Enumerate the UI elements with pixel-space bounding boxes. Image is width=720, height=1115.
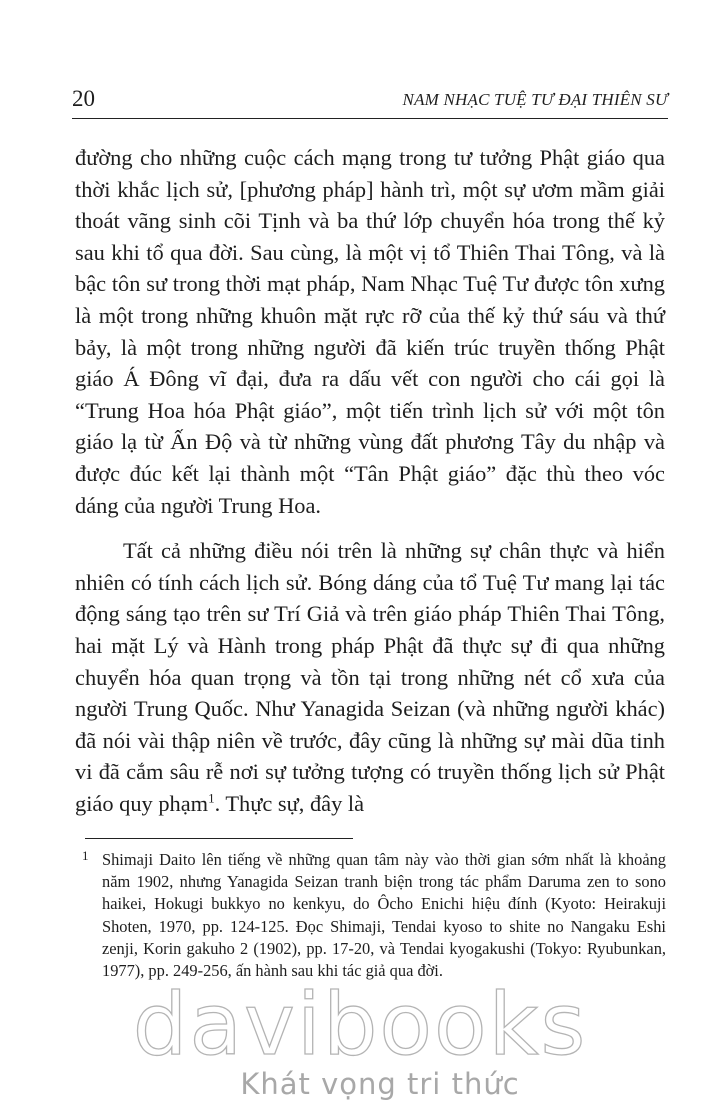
- footnote-rule: [85, 838, 353, 839]
- footnote: [82, 849, 666, 982]
- paragraph: [75, 535, 665, 819]
- paragraph-text: Tất cả những điều nói trên là những sự chân thực và hiển nhiên có tính cách lịch sử. Bóng dáng của tổ Tuệ Tư mang lại tác động sáng tạo trên sư Trí Giả và trên giáo pháp Thiên Thai Tông, hai mặt Lý và Hành trong pháp Phật đã thực sự đi qua những chuyển hóa quan trọng và tồn tại trong những nét cổ xưa của người Trung Quốc. Như Yanagida Seizan (và những người khác) đã nói vài thập niên về trước, đây cũng là những sự mài dũa tinh vi đã cắm sâu rễ nơi sự tưởng tượng có truyền thống lịch sử Phật giáo quy phạm: [75, 538, 665, 816]
- watermark-logo: davibooks: [132, 975, 588, 1075]
- running-title: NAM NHẠC TUỆ TƯ ĐẠI THIÊN SƯ: [402, 90, 668, 109]
- footnote-mark: 1: [82, 848, 89, 863]
- footnote-text: Shimaji Daito lên tiếng về những quan tâm này vào thời gian sớm nhất là khoảng năm 1902, nhưng Yanagida Seizan tranh biện trong tác phẩm Daruma zen to sono haikei, Hokugi bukkyo no kenkyu, do Ôcho Enichi hiệu đính (Kyoto: Heirakuji Shoten, 1970, pp. 124-125. Đọc Shimaji, Tendai kyoso to shite no Nangaku Eshi zenji, Korin gakuho 2 (1902), pp. 17-20, và Tendai kyogakushi (Tokyo: Ryubunkan, 1977), pp. 249-256, ấn hành sau khi tác giả qua đời.: [102, 850, 666, 981]
- page-number: 20: [72, 86, 95, 111]
- header-rule: [72, 118, 668, 119]
- paragraph: đường cho những cuộc cách mạng trong tư tưởng Phật giáo qua thời khắc lịch sử, [phương pháp] hành trì, một sự ươm mầm giải thoát vãng sinh cõi Tịnh và ba thứ lớp chuyển hóa trong thế kỷ sau khi tổ qua đời. Sau cùng, là một vị tổ Thiên Thai Tông, và là bậc tôn sư trong thời mạt pháp, Nam Nhạc Tuệ Tư được tôn xưng là một trong những khuôn mặt rực rỡ của thế kỷ thứ sáu và thứ bảy, là một trong những người đã kiến trúc truyền thống Phật giáo Á Đông vĩ đại, đưa ra dấu vết con người cho cái gọi là “Trung Hoa hóa Phật giáo”, một tiến trình lịch sử với một tôn giáo lạ từ Ấn Độ và từ những vùng đất phương Tây du nhập và được đúc kết lại thành một “Tân Phật giáo” đặc thù theo vóc dáng của người Trung Hoa.: [75, 145, 665, 518]
- paragraph-text-end: . Thực sự, đây là: [214, 790, 365, 816]
- page-header: [72, 84, 668, 114]
- watermark-tagline: Khát vọng tri thức: [240, 1067, 520, 1101]
- footnote-reference: 1: [208, 790, 215, 806]
- body-text: [75, 142, 665, 819]
